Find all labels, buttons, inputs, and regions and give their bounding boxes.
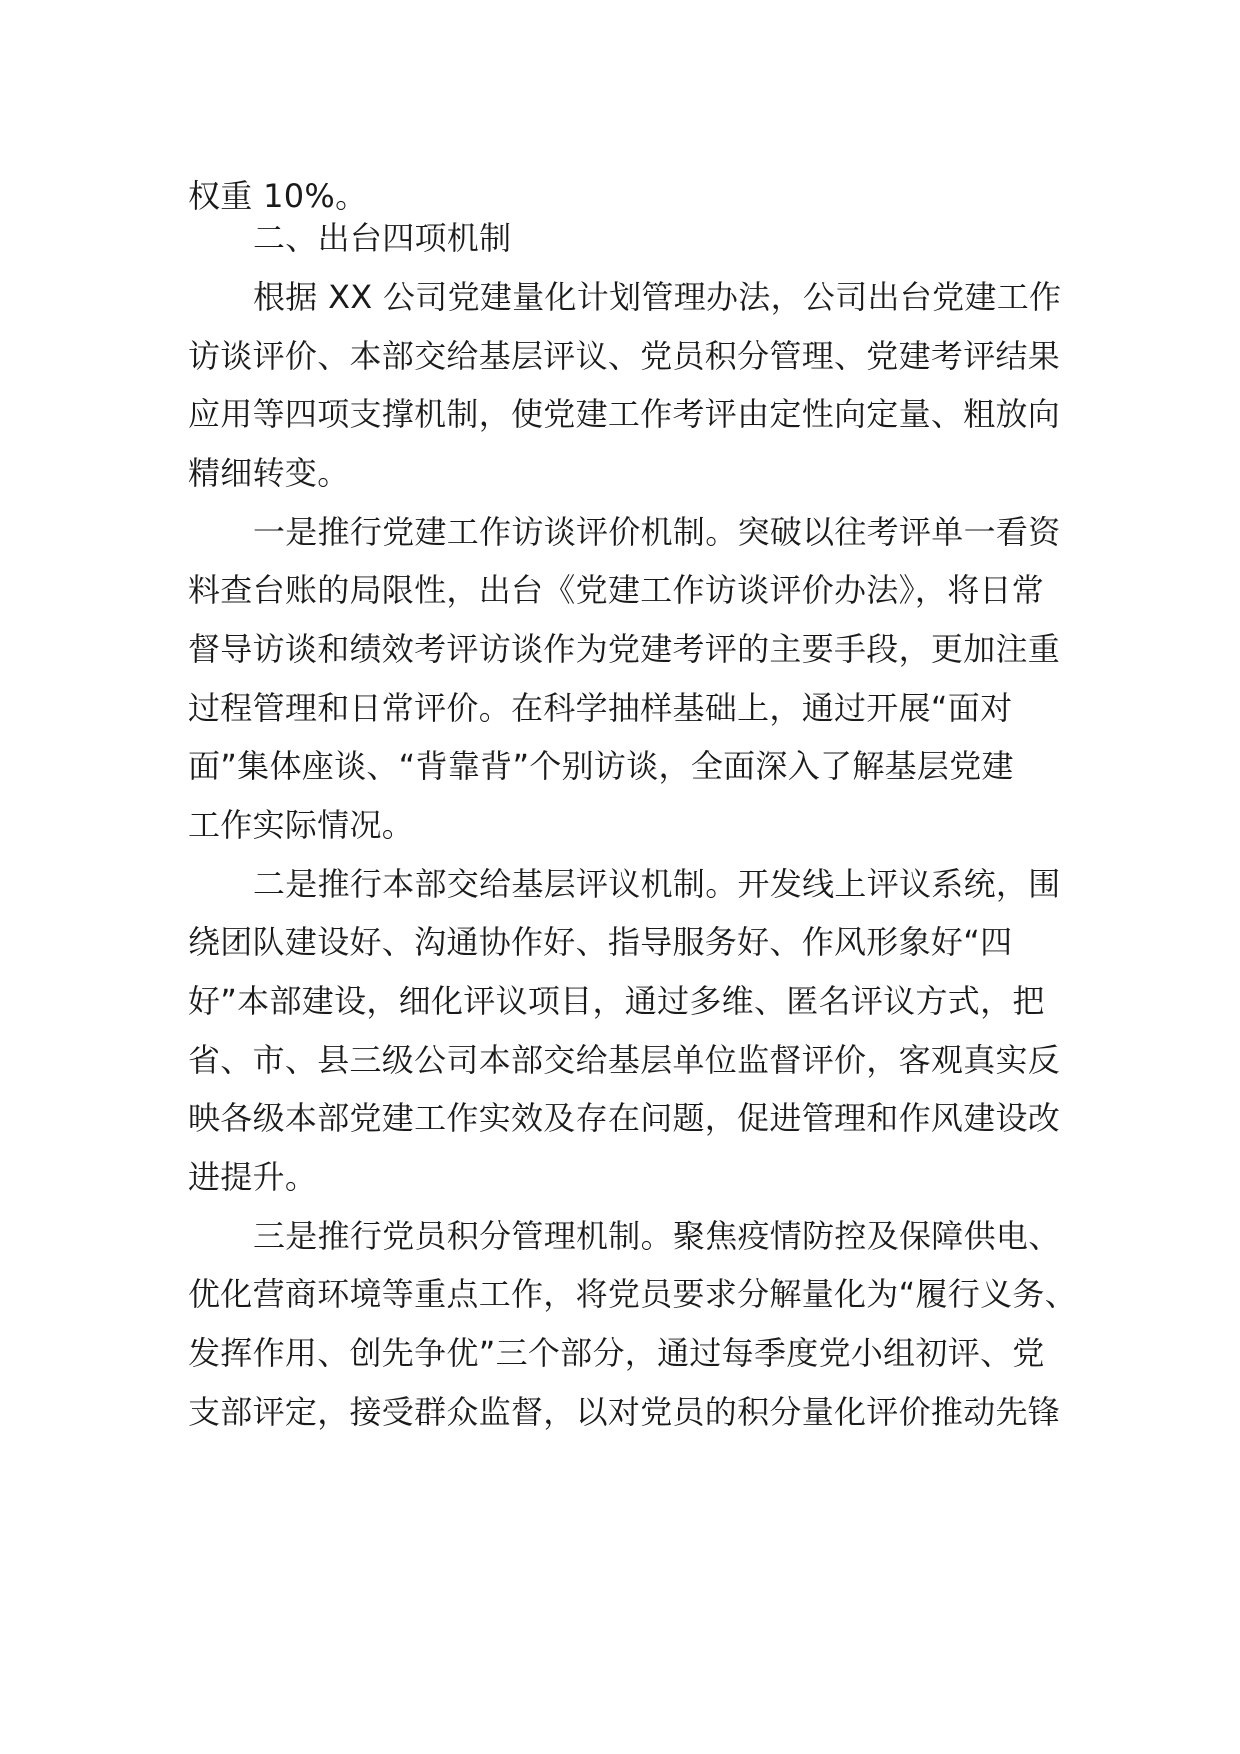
paragraph-line: 督导访谈和绩效考评访谈作为党建考评的主要手段，更加注重: [188, 630, 1061, 668]
paragraph-line: 好”本部建设，细化评议项目，通过多维、匿名评议方式，把: [188, 982, 1045, 1020]
paragraph-line: 绕团队建设好、沟通协作好、指导服务好、作风形象好“四: [188, 923, 1013, 961]
text-line: 权重 10%。: [188, 177, 368, 215]
paragraph-line: 精细转变。: [188, 454, 350, 492]
paragraph-line: 料查台账的局限性，出台《党建工作访谈评价办法》，将日常: [188, 571, 1045, 609]
paragraph-line: 发挥作用、创先争优”三个部分，通过每季度党小组初评、党: [188, 1334, 1045, 1372]
paragraph-line: 访谈评价、本部交给基层评议、党员积分管理、党建考评结果: [188, 337, 1061, 375]
paragraph-line: 一是推行党建工作访谈评价机制。突破以往考评单一看资: [253, 513, 1061, 551]
paragraph-line: 过程管理和日常评价。在科学抽样基础上，通过开展“面对: [188, 689, 1013, 727]
paragraph-line: 面”集体座谈、“背靠背”个别访谈，全面深入了解基层党建: [188, 747, 1014, 785]
paragraph-line: 进提升。: [188, 1158, 318, 1196]
paragraph-line: 优化营商环境等重点工作，将党员要求分解量化为“履行义务、: [188, 1275, 1077, 1313]
paragraph-line: 映各级本部党建工作实效及存在问题，促进管理和作风建设改: [188, 1099, 1061, 1137]
paragraph-line: 应用等四项支撑机制，使党建工作考评由定性向定量、粗放向: [188, 395, 1061, 433]
paragraph-line: 工作实际情况。: [188, 806, 415, 844]
paragraph-line: 支部评定，接受群众监督，以对党员的积分量化评价推动先锋: [188, 1393, 1061, 1431]
paragraph-line: 三是推行党员积分管理机制。聚焦疫情防控及保障供电、: [253, 1217, 1061, 1255]
paragraph-line: 根据 XX 公司党建量化计划管理办法，公司出台党建工作: [253, 278, 1062, 316]
paragraph-line: 二是推行本部交给基层评议机制。开发线上评议系统，围: [253, 865, 1061, 903]
section-heading: 二、出台四项机制: [253, 219, 512, 257]
paragraph-line: 省、市、县三级公司本部交给基层单位监督评价，客观真实反: [188, 1041, 1061, 1079]
